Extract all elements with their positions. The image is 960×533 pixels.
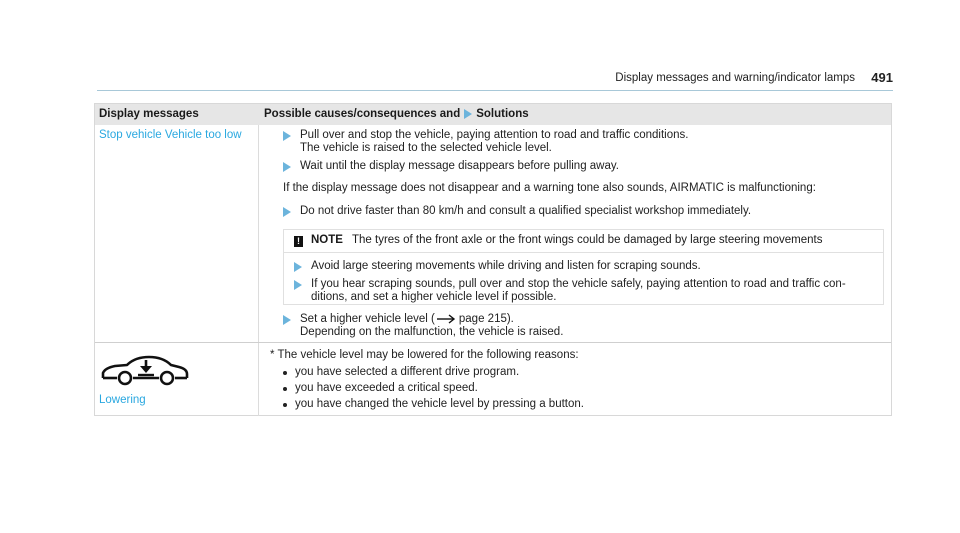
page-number: 491 xyxy=(871,70,893,85)
bullet-dot xyxy=(283,403,287,407)
column-divider xyxy=(258,125,259,416)
message-stop-vehicle: Stop vehicle Vehicle too low xyxy=(99,129,242,141)
page-reference-arrow-icon[interactable] xyxy=(437,314,457,324)
header-title: Display messages and warning/indicator lamps xyxy=(615,72,855,84)
col-header-causes xyxy=(264,108,529,120)
display-messages-table: Display messages Possible causes/consequences and Solutions Stop vehicle Vehicle too low Pull over and stop the vehicle, paying attention to road and traffic conditions. The vehicle is raised to the selected vehicle level. Wait until the display message disappears before pulling away. If the display message does not disappear and a warning tone also sounds, AIRMATIC is malfunctioning: Do not drive faster than 80 km/h and consult a qualified specialist workshop immediately. ! NOTE The tyres of the front axle or the front wings could be damaged by large steering movements Avoid large steering movements while driving and listen for scraping sounds. If you hear scraping sounds, pull over and stop the vehicle safely, paying attention to road and traffic con- ditions, and set a higher vehicle level if possible. Set a higher vehicle level ( page 215). Depending on the malfunction, the vehicle is raised. Lowering * The vehicle level may be lowered for the following reasons: you have selected a different drive program. you have exceeded a critical speed. you have changed the vehicle level by pressing a button. xyxy=(94,103,892,416)
bullet-dot xyxy=(283,371,287,375)
warning-icon: ! xyxy=(294,236,303,247)
arrow-right-icon xyxy=(283,162,291,172)
arrow-right-icon xyxy=(283,207,291,217)
arrow-right-icon xyxy=(283,131,291,141)
arrow-right-icon xyxy=(464,109,472,119)
note-label: NOTE xyxy=(311,234,343,246)
page-header xyxy=(97,68,893,91)
table-header xyxy=(95,104,891,125)
col-header-display-messages: Display messages xyxy=(99,108,199,120)
col-header-solutions-text: Solutions xyxy=(476,108,529,120)
col-header-causes-text: Possible causes/consequences and xyxy=(264,108,461,120)
set-higher-level-line: Set a higher vehicle level ( page 215). xyxy=(300,313,514,325)
lowering-intro: * The vehicle level may be lowered for the following reasons: xyxy=(270,349,579,361)
note-text: The tyres of the front axle or the front wings could be damaged by large steering movements xyxy=(352,234,823,246)
message-lowering: Lowering xyxy=(99,394,146,406)
arrow-right-icon xyxy=(294,280,302,290)
bullet-dot xyxy=(283,387,287,391)
vehicle-lowering-icon xyxy=(99,352,191,388)
malfunction-text: If the display message does not disappear and a warning tone also sounds, AIRMATIC is malfunctioning: xyxy=(283,182,816,194)
row-divider xyxy=(95,342,891,343)
note-box: ! NOTE The tyres of the front axle or the front wings could be damaged by large steering movements Avoid large steering movements while driving and listen for scraping sounds. If you hear scraping sounds, pull over and stop the vehicle safely, paying attention to road and traffic con- ditions, and set a higher vehicle level if possible. xyxy=(283,229,884,305)
note-header xyxy=(284,230,883,253)
page-reference-link[interactable]: page 215). xyxy=(458,313,514,325)
arrow-right-icon xyxy=(283,315,291,325)
arrow-right-icon xyxy=(294,262,302,272)
